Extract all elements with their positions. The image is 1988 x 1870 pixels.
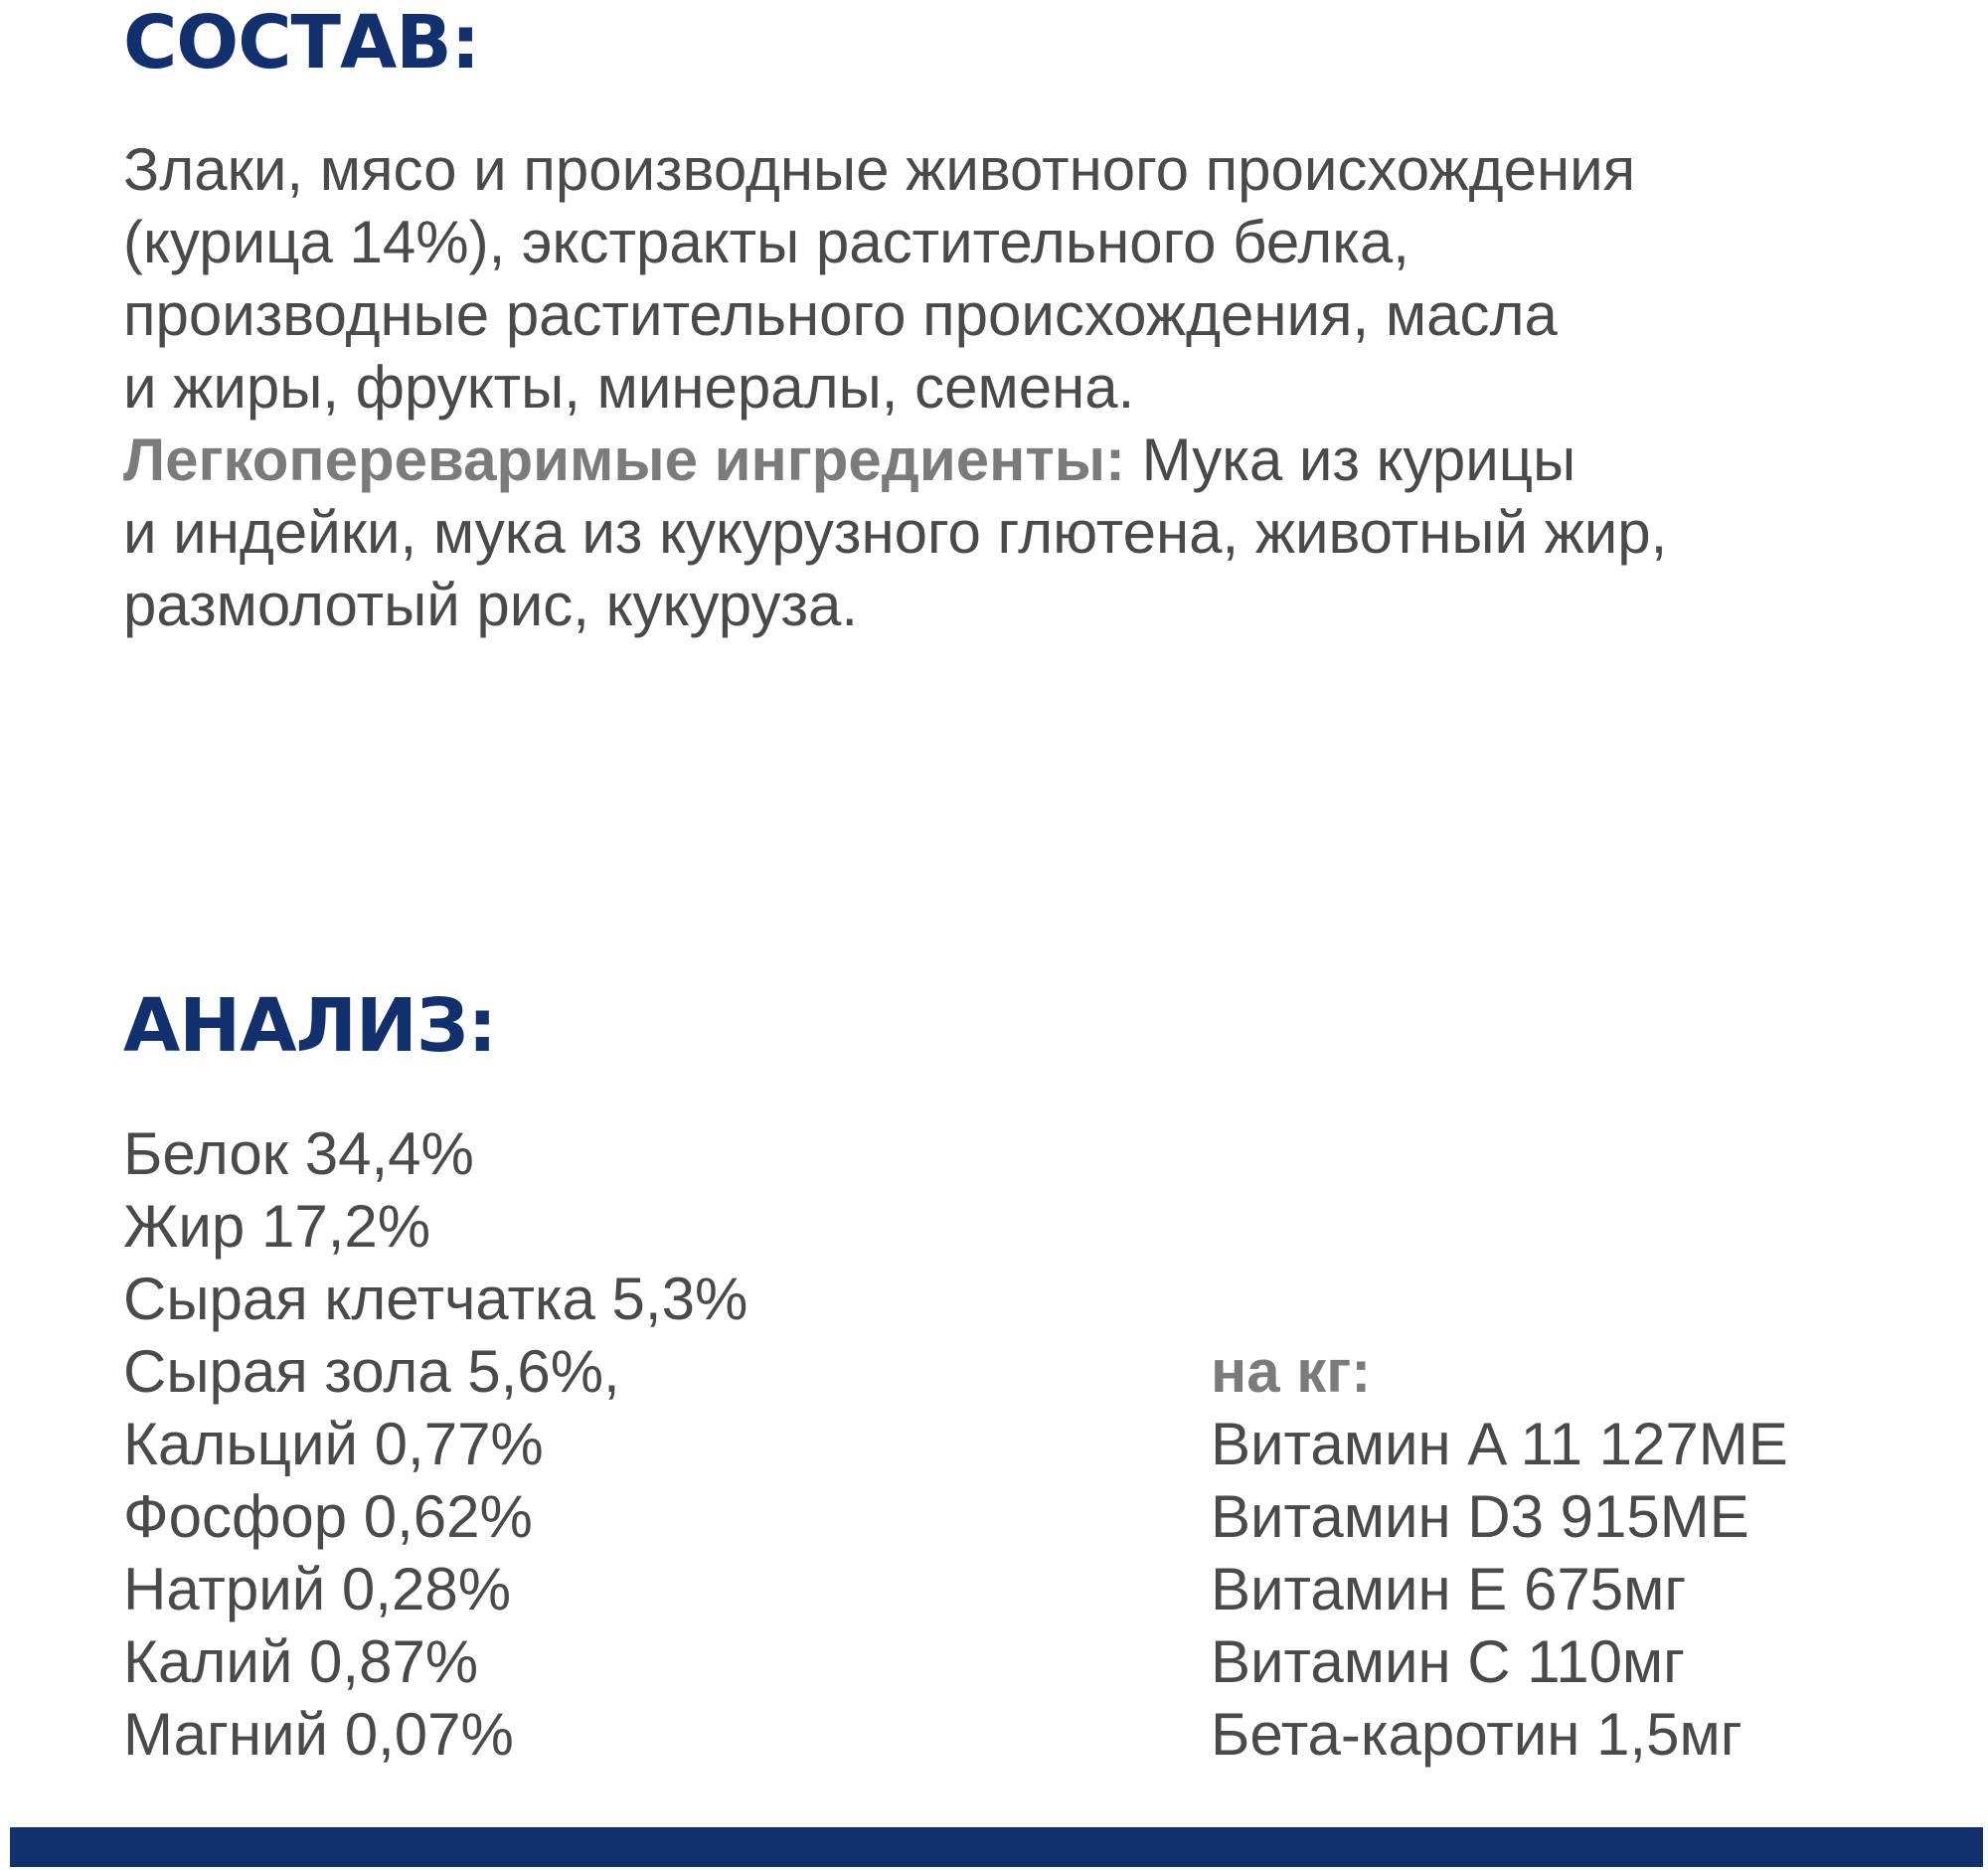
per-kg-block — [1211, 1335, 1788, 1771]
composition-line: и жиры, фрукты, минералы, семена. — [123, 354, 1135, 421]
composition-text — [123, 133, 1952, 641]
per-kg-item: Витамин C 110мг — [1211, 1628, 1686, 1695]
analysis-heading: АНАЛИЗ: — [123, 983, 497, 1069]
analysis-item: Кальций 0,77% — [123, 1411, 544, 1477]
analysis-item: Фосфор 0,62% — [123, 1483, 533, 1550]
per-kg-item: Витамин A 11 127МЕ — [1211, 1411, 1788, 1477]
composition-line: (курица 14%), экстракты растительного белка, — [123, 209, 1409, 275]
analysis-item: Калий 0,87% — [123, 1628, 479, 1695]
per-kg-item: Бета-каротин 1,5мг — [1211, 1701, 1742, 1768]
easy-ingredients-line: и индейки, мука из кукурузного глютена, животный жир, — [123, 499, 1668, 566]
composition-heading: СОСТАВ: — [123, 0, 480, 85]
footer-bar — [10, 1827, 1983, 1867]
easy-ingredients-text: Мука из курицы — [1124, 426, 1576, 493]
per-kg-item: Витамин E 675мг — [1211, 1556, 1687, 1622]
analysis-item: Сырая зола 5,6%, — [123, 1338, 620, 1405]
analysis-item: Жир 17,2% — [123, 1193, 431, 1260]
analysis-item: Белок 34,4% — [123, 1120, 474, 1187]
per-kg-list — [1211, 1408, 1788, 1771]
easy-ingredients-label: Легкопереваримые ингредиенты: — [123, 426, 1125, 493]
easy-ingredients-line: размолотый рис, кукуруза. — [123, 572, 859, 638]
analysis-item: Сырая клетчатка 5,3% — [123, 1266, 748, 1332]
easy-ingredients-line — [123, 424, 1952, 496]
composition-line: производные растительного происхождения, масла — [123, 281, 1558, 348]
analysis-item: Магний 0,07% — [123, 1701, 514, 1768]
per-kg-title: на кг: — [1211, 1338, 1372, 1405]
composition-line: Злаки, мясо и производные животного происхождения — [123, 136, 1636, 203]
analysis-list — [123, 1117, 747, 1771]
per-kg-item: Витамин D3 915МЕ — [1211, 1483, 1749, 1550]
analysis-item: Натрий 0,28% — [123, 1556, 512, 1622]
